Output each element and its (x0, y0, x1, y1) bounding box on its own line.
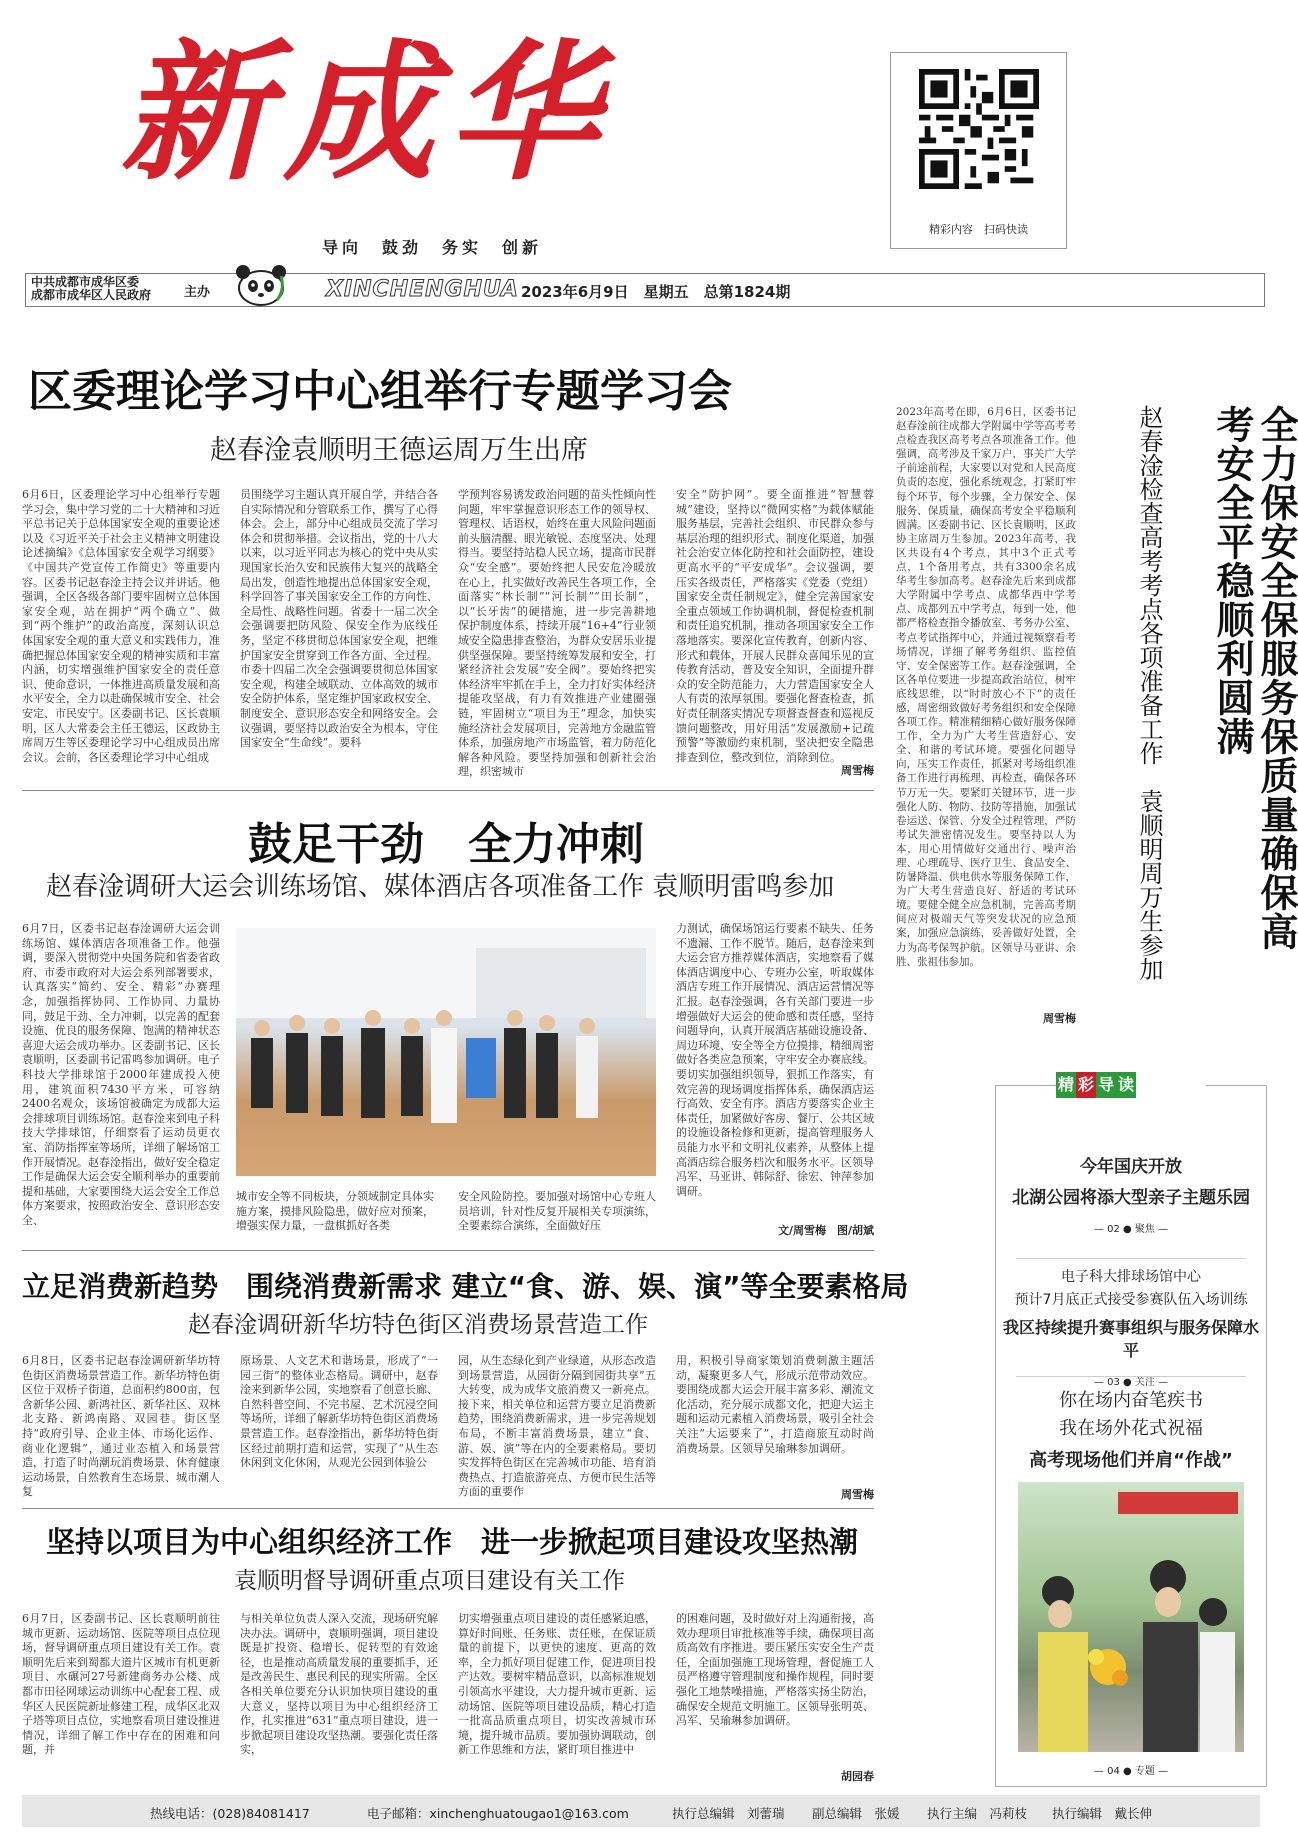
sponsor-suffix: 主办 (184, 285, 211, 300)
guide-header-char: 读 (1116, 1072, 1136, 1098)
article1-col1: 6月6日，区委理论学习中心组举行专题学习会，集中学习党的二十大精神和习近平总书记关于总体国家安全观的重要论述以及《习近平关于社会主义精神文明建设论述摘编》《总体国家安全观学习纲要》《中国共产党宣传工作简史》等重要内容。区委书记赵春淦主持会议并讲话。他强调，全区各级各部门要牢固树立总体国家安全观，站在拥护“两个确立”、做到“两个维护”的政治高度，深刻认识总体国家安全观的重大意义和实践伟力，准确把握总体国家安全观的精神实质和丰富内涵，切实增强维护国家安全的责任意识、使命意识，一体推进高质量发展和高水平安全，全力以赴确保城市安全、社会安定、市民安宁。区委副书记、区长袁顺明，区人大常委会主任王德运，区政协主席周万生等区委理论学习中心组成员出席会议。会前，各区委理论学习中心组成 (22, 488, 220, 764)
issue-date: 2023年6月9日 星期五 总第1824期 (521, 283, 791, 301)
guide-item-section: 聚焦 (1134, 1224, 1155, 1235)
guide-item-section: 专题 (1134, 1766, 1155, 1777)
article2-col4: 力测试，确保场馆运行要素不缺失、任务不遗漏、工作不脱节。随后，赵春淦来到大运会官方推荐媒体酒店，实地察看了媒体酒店调度中心、专班办公室，听取媒体酒店专班工作开展情况、酒店运营情况等汇报。赵春淦强调，各有关部门要进一步增强做好大运会的使命感和责任感，坚持问题导向，认真开展酒店基础设施设备、周边环境、安全等全方位摸排，精细周密做好各类应急预案，守牢安全办赛底线。要切实加强组织领导，狠抓工作落实，有效完善的现场调度指挥体系，确保酒店运行高效、安全有序。酒店方要落实企业主体责任，加紧做好客房、餐厅、公共区域的设施设备检修和更新，提高管理服务人员能力水平和文明礼仪素养，从整体上提高酒店综合服务档次和服务水平。区领导冯军、马亚讲、韩际舒、徐宏、钟萍参加调研。 (676, 922, 874, 1198)
article3-col4: 用，积极引导商家策划消费刺激主题活动，凝聚更多人气，形成示范带动效应。要围绕成都大运会开展丰富多彩、潮流文化活动，充分展示成都文化，把迎大运主题和运动元素植入消费场景，吸引全社会关注“大运要来了”，打造商旅互动时尚消费场景。区领导吴瑜琳参加调研。 (676, 1354, 874, 1455)
article1-col2: 员围绕学习主题认真开展自学，并结合各自实际情况和分管联系工作，撰写了心得体会。会上，部分中心组成员交流了学习体会和贯彻举措。会议指出，党的十八大以来，以习近平同志为核心的党中央从实现国家长治久安和民族伟大复兴的战略全局出发，创造性地提出总体国家安全观，科学回答了事关国家安全工作的方向性、全局性、战略性问题。省委十一届二次全会强调要把防风险、保安全作为底线任务，坚定不移贯彻总体国家安全观，把维护国家安全贯穿到工作各方面、全过程。市委十四届二次全会强调要贯彻总体国家安全观，构建全域联动、立体高效的城市安全防护体系，坚定维护国家政权安全、制度安全、意识形态安全和网络安全。会议强调，要坚持以政治安全为根本，守住国家安全“生命线”。要科 (240, 488, 438, 750)
article1-col4: 安全“防护网”。要全面推进“智慧蓉城”建设，坚持以“微网实格”为载体赋能服务基层，完善社会组织、市民群众参与基层治理的组织形式、制度化渠道，加强社会治安立体化防控和社会面防控，建设更高水平的“平安成华”。会议强调，要压实各级责任，严格落实《党委（党组）国家安全责任制规定》，健全完善国家安全重点领域工作协调机制，督促检查机制和责任追究机制，推动各项国家安全工作落地落实。要深化宣传教育，创新内容、形式和载体，开展人民群众喜闻乐见的宣传教育活动，普及安全知识，全面提升群众的安全防范能力，大力营造国家安全人人有责的浓厚氛围。要强化督查检查，抓好责任制落实情况专项督查督查和巡视反馈问题整改，用好用活“发展激励+记疏预警”等激励约束机制，坚决把安全隐患排查到位，整改到位，消除到位。 (676, 488, 874, 764)
guide-header-char: 精 (1056, 1072, 1076, 1098)
guide-item-2[interactable]: 电子科大排球场馆中心 预计7月底正式接受参赛队伍入场训练 我区持续提升赛事组织与服务保障水平 — 03 ● 关注 — (996, 1266, 1266, 1388)
guide-item-3[interactable] (996, 1386, 1266, 1472)
article5-subtitle: 赵春淦检查高考考点各项准备工作 袁顺明周万生参加 (1135, 405, 1163, 981)
article4-title[interactable]: 坚持以项目为中心组织经济工作 进一步掀起项目建设攻坚热潮 (46, 1525, 859, 1559)
article3-byline: 周雪梅 (841, 1488, 874, 1501)
guide-item-page: 02 (1107, 1224, 1120, 1235)
article2-subtitle: 赵春淦调研大运会训练场馆、媒体酒店各项准备工作 袁顺明雷鸣参加 (46, 872, 835, 902)
masthead-logo: 新成华 (120, 25, 613, 201)
article4-byline: 胡园春 (841, 1770, 874, 1783)
sponsor-line-1: 中共成都市成华区委 (31, 275, 140, 289)
guide-item-headline: 高考现场他们并肩“作战” (1029, 1450, 1233, 1471)
guide-item-page: 04 (1107, 1766, 1120, 1777)
footer-hotline[interactable]: 热线电话：(028)84081417 (150, 1806, 310, 1821)
guide-header-char: 彩 (1076, 1072, 1096, 1098)
article2-col2: 城市安全等不同板块，分领域制定具体实施方案，摸排风险隐患，做好应对预案，增强实保力量，一盘棋抓好各类 (236, 1190, 434, 1233)
exam-crowd-illustration (1018, 1482, 1244, 1752)
article5-byline: 周雪梅 (1043, 1012, 1076, 1025)
guide-item-kicker: 电子科大排球场馆中心 (1061, 1269, 1201, 1285)
article3-title[interactable]: 立足消费新趋势 围绕消费新需求 建立“食、游、娱、演”等全要素格局 (22, 1270, 909, 1303)
footer-deputy-editor: 副总编辑 张媛 (812, 1806, 900, 1821)
article4-col4: 的困难问题，及时做好对上沟通衔接，高效办理项目审批核准等手续，确保项目高质高效有序推进。要压紧压实安全生产责任，全面加强施工现场管理，督促施工人员严格遵守管理制度和操作规程，同时要强化工地禁噪措施，严格落实扬尘防治，确保安全规范文明施工。区领导张明英、冯军、吴瑜琳参加调研。 (676, 1612, 874, 1728)
guide-item-page: 03 (1107, 1377, 1120, 1388)
footer-email[interactable]: 电子邮箱：xinchenghuatougao1@163.com (367, 1806, 629, 1821)
reading-guide-box: 精 彩 导 读 今年国庆开放 北湖公园将添大型亲子主题乐园 — 02 ● 聚焦 — 电子科大排球场馆中心 预计7月底正式接受参赛队伍入场训练 我区持续提升赛事组织与服务保障水平 — 03 ● 关注 — 你在场内奋笔疾书 我在场外花式祝福 高考现场他们并肩“作战” — 04 ● 专题 — (995, 1085, 1267, 1787)
article1-subtitle: 赵春淦袁顺明王德运周万生出席 (210, 435, 588, 466)
sponsor (31, 276, 151, 302)
footer-chief-editor: 执行总编辑 刘蕾瑞 (672, 1806, 785, 1821)
article4-col2: 与相关单位负责人深入交流，现场研究解决办法。调研中，袁顺明强调，项目建设既是扩投资、稳增长、促转型的有效途径，也是推动高质量发展的重要抓手，还是改善民生、惠民利民的现实所需。全区各相关单位要充分认识加快项目建设的重大意义，坚持以项目为中心组织经济工作，扎实推进“631”重点项目建设，进一步掀起项目建设攻坚热潮。要强化责任落实， (240, 1612, 438, 1757)
article3-col1: 6月8日，区委书记赵春淦调研新华坊特色街区消费场景营造工作。新华坊特色街区位于双桥子街道，总面积约800亩，包含新华公园、新鸿社区、新华社区、双林北支路、新鸿南路、双园巷。街区坚持“政府引导、企业主体、市场化运作、商业化逻辑”，通过业态植入和场景营造，打造了时尚潮玩消费场景、休育健康运动场景，自然教育生态场景、城市潮人复 (22, 1354, 220, 1499)
guide-item-kicker: 我在场外花式祝福 (1059, 1418, 1203, 1439)
guide-item-headline: 我区持续提升赛事组织与服务保障水平 (1002, 1318, 1259, 1360)
exam-site-photo (1018, 1482, 1244, 1752)
article3-col2: 原场景、人文艺术和谐场景，形成了“一园三街”的整体业态格局。调研中，赵春淦来到新华公园，实地察看了创意长廊、自然科普空间、不完书屋、艺术沉浸空间等场所，详细了解新华坊特色街区消费场景营造工作。赵春淦指出，新华坊特色街区经过前期打造和运营，实现了“从生态休闲到文化休闲，从观光公园到体验公 (240, 1354, 438, 1470)
article3-subtitle: 赵春淦调研新华坊特色街区消费场景营造工作 (188, 1312, 648, 1338)
guide-item-1[interactable]: 今年国庆开放 北湖公园将添大型亲子主题乐园 — 02 ● 聚焦 — (996, 1152, 1266, 1235)
footer-bar (22, 1795, 1260, 1827)
divider (22, 790, 874, 791)
article1-byline: 周雪梅 (841, 764, 874, 777)
inspection-scene-illustration (236, 928, 656, 1176)
pinyin-title: XINCHENGHUA (326, 277, 519, 302)
divider (1016, 1376, 1246, 1377)
article2-title[interactable]: 鼓足干劲 全力冲刺 (248, 819, 644, 870)
guide-item-kicker: 预计7月底正式接受参赛队伍入场训练 (1014, 1292, 1248, 1308)
qr-code-icon[interactable] (919, 69, 1039, 189)
footer-executive-host: 执行主编 冯莉枝 (927, 1806, 1028, 1821)
venue-inspection-photo (236, 928, 656, 1176)
guide-item-kicker: 今年国庆开放 (1080, 1157, 1182, 1177)
masthead-slogan: 导向 鼓劲 务实 创新 (322, 238, 543, 257)
divider (1016, 1258, 1246, 1259)
guide-header-char: 导 (1096, 1072, 1116, 1098)
article5-title[interactable]: 全力保安全保服务保质量确保高考安全平稳顺利圆满 (1210, 405, 1298, 951)
qr-box (890, 52, 1067, 249)
article1-title[interactable]: 区委理论学习中心组举行专题学习会 (28, 366, 732, 417)
divider (22, 1250, 874, 1251)
article4-col1: 6月7日，区委副书记、区长袁顺明前往城市更新、运动场馆、医院等项目点位现场，督导调研重点项目建设有关工作。袁顺明先后来到蜀都大道片区城市有机更新项目、水碾河27号新建商务办公楼、成都市田径网球运动训练中心配套工程、成华区人民医院新址修建工程，成华区北双子塔等项目点位，实地察看项目建设推进情况，详细了解工作中存在的困难和问题，并 (22, 1612, 220, 1757)
article5-body: 2023年高考在即，6月6日，区委书记赵春淦前往成都大学附属中学等高考考点检查我区高考考点各项准备工作。他强调，高考涉及千家万户，事关广大学子前途前程，大家要以对党和人民高度负责的态度，强化系统观念，打紧盯牢每个环节，每个步骤，全力保安全、保服务、保质量，确保高考安全平稳顺利圆满。区委副书记、区长袁顺明，区政协主席周万生参加。2023年高考，我区共设有4个考点，其中3个正式考点，1个备用考点，共有3300余名成华考生参加高考。赵春淦先后来到成都大学附属中学考点、成都华西中学考点、成都列五中学考点，每到一处，他都严格检查指令播放室、考务办公室、考点考试指挥中心，并通过视频察看考场情况，详细了解考务组织、监控值守、安全保密等工作。赵春淦强调，全区各单位要进一步提高政治站位，树牢底线思维，以“时时放心不下”的责任感，周密细致做好考务组织和安全保障各项工作。精准精细精心做好服务保障工作，全力为广大考生营造舒心、安全、和谐的考试环境。要强化问题导向，压实工作责任，抓紧对考场组织准备工作进行再梳理、再检查，确保各环节万无一失。要紧盯关键环节，进一步强化人防、物防、技防等措施，加强试卷运送、保管、分发全过程管理，严防考试失泄密情况发生。要坚持以人为本，用心用情做好交通出行、噪声治理、心理疏导、医疗卫生、食品安全、防暑降温、供电供水等服务保障工作，为广大考生营造良好、舒适的考试环境。要健全健全应急机制，完善高考期间应对极端天气等突发状况的应急预案，加强应急演练，妥善做好处置，全力为高考保驾护航。区领导马亚讲、余胜、张祖伟参加。 (896, 406, 1076, 968)
divider (22, 1508, 874, 1509)
guide-header (1056, 1072, 1206, 1100)
article1-col3: 学预判容易诱发政治问题的苗头性倾向性问题，牢牢掌握意识形态工作的领导权、管理权、话语权，始终在重大风险问题面前头脑清醒、眼光敏锐、态度坚决、处理得当。要坚持站稳人民立场，提高市民群众“安全感”。要始终把人民安危冷暖放在心上，扎实做好改善民生各项工作，全面落实“林长制”“河长制”“田长制”，以“长牙齿”的硬措施，进一步完善耕地保护制度体系，持续开展“16+4”行业领域安全隐患排查整治，为群众安居乐业提供坚强保障。要坚持统筹发展和安全，打紧经济社会发展“安全阀”。要始终把实体经济牢牢抓在手上，全力打好实体经济提能攻坚战，有力有效推进产业建圈强链，牢固树立“项目为王”理念，加快实施经济社会发展项目，完善地方金融监管体系，加强房地产市场监管，着力防范化解各种风险。要坚持加强和创新社会治理，织密城市 (458, 488, 656, 779)
guide-item-kicker: 你在场内奋笔疾书 (1059, 1390, 1203, 1411)
panda-mascot-icon (231, 260, 291, 306)
article4-col3: 切实增强重点项目建设的责任感紧迫感，算好时间账、任务账、责任账，在保证质量的前提下，以更快的速度、更高的效率，全力抓好项目促建工作，促进项目投产达效。要树牢精品意识，以高标准规划引领高水平建设，大力提升城市更新、运动场馆、医院等项目建设品质，精心打造一批高品质重点项目，切实改善城市环境，提升城市品质。要加强协调联动，创新工作思维和方法，紧盯项目推进中 (458, 1612, 656, 1757)
article3-col3: 园，从生态绿化到产业绿道，从形态改造到场景营造，从园街分隔到园街共享”五大转变，成为成华文旅消费又一新亮点。接下来，相关单位和运营方要立足消费新趋势，围绕消费新需求，进一步完善规划布局，不断丰富消费场景，建立“食、游、娱、演”等在内的全要素格局。要切实发挥特色街区在完善城市功能、培育消费热点、打造旅游亮点、方便市民生活等方面的重要作 (458, 1354, 656, 1499)
sponsor-line-2: 成都市成华区人民政府 (31, 288, 152, 302)
info-bar (25, 273, 1265, 307)
guide-item-headline: 北湖公园将添大型亲子主题乐园 (1012, 1188, 1250, 1208)
footer-executive-editor: 执行编辑 戴长伸 (1052, 1806, 1153, 1821)
article2-col3: 安全风险防控。要加强对场馆中心专班人员培训，针对性反复开展相关专项演练，全要素综合演练，全面做好压 (458, 1190, 656, 1233)
article2-byline: 文/周雪梅 图/胡斌 (777, 1224, 874, 1237)
qr-caption: 精彩内容 扫码快读 (929, 223, 1028, 236)
guide-item-section: 关注 (1134, 1377, 1155, 1388)
article4-subtitle: 袁顺明督导调研重点项目建设有关工作 (234, 1568, 625, 1594)
article2-col1: 6月7日，区委书记赵春淦调研大运会训练场馆、媒体酒店各项准备工作。他强调，要深入贯彻党中央国务院和省委省政府、市委市政府对大运会系列部署要求，认真落实“简约、安全、精彩”办赛理念，加强指挥协同、工作协同、力量协同，鼓足干劲、全力冲刺，以完善的配套设施、优良的服务保障、饱满的精神状态喜迎大运会成功举办。区委副书记、区长袁顺明，区委副书记雷鸣参加调研。电子科技大学排球馆于2000年建成投入使用，建筑面积7430平方米，可容纳2400名观众，该场馆被确定为成都大运会排球项目训练场馆。赵春淦来到电子科技大学排球馆，仔细察看了运动员更衣室、消防指挥室等场所，详细了解场馆工作开展情况。赵春淦指出，做好安全稳定工作是确保大运会安全顺利举办的重要前提和基础，大家要围绕大运会安全工作总体方案要求，按照政治安全、意识形态安全、 (22, 922, 220, 1227)
